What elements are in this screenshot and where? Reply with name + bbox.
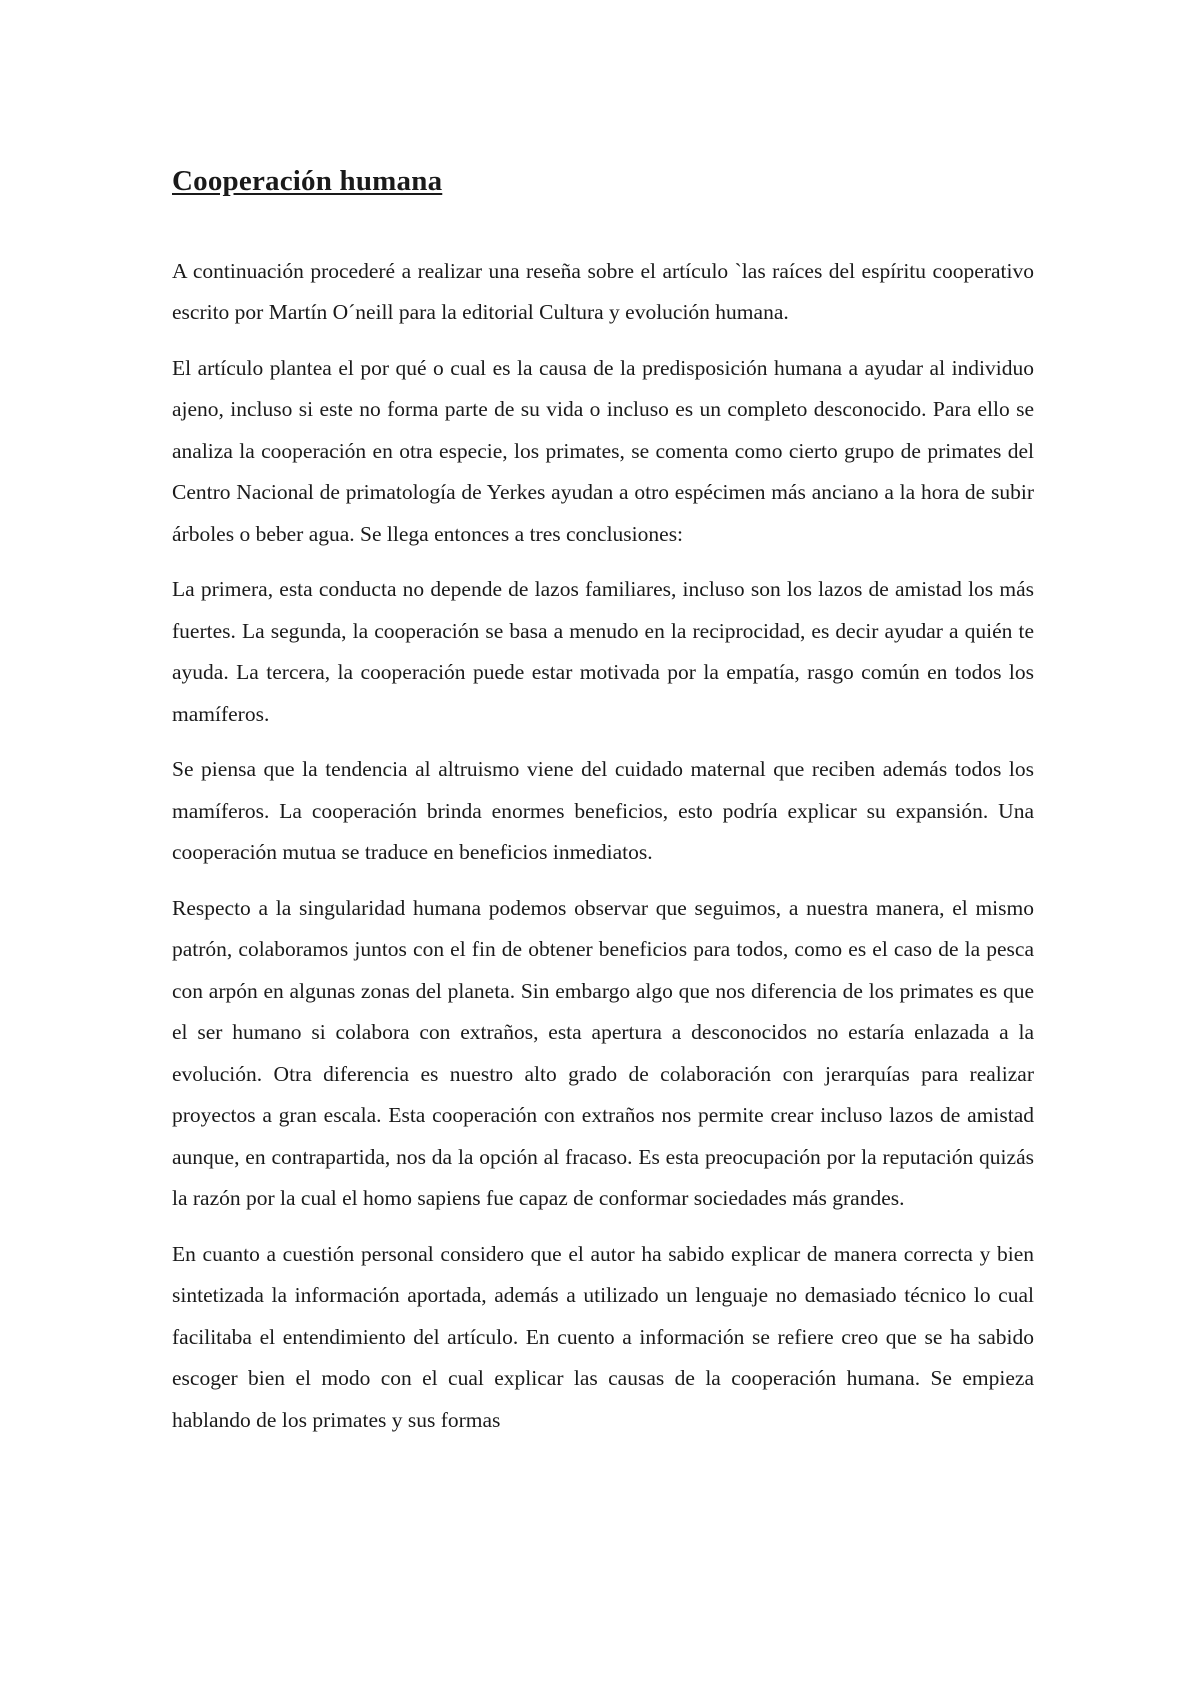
paragraph-altruism: Se piensa que la tendencia al altruismo viene del cuidado maternal que reciben además todos los mamíferos. La cooperación brinda enormes beneficios, esto podría explicar su expansión. Una cooperación mutua se traduce en beneficios inmediatos.: [172, 757, 1034, 865]
paragraph-personal-opinion: En cuanto a cuestión personal considero que el autor ha sabido explicar de manera correcta y bien sintetizada la información aportada, además a utilizado un lenguaje no demasiado técnico lo cual facilitaba el entendimiento del artículo. En cuento a información se refiere creo que se ha sabido escoger bien el modo con el cual explicar las causas de la cooperación humana. Se empieza hablando de los primates y sus formas: [172, 1241, 1034, 1432]
paragraph-conclusions: La primera, esta conducta no depende de lazos familiares, incluso son los lazos de amistad los más fuertes. La segunda, la cooperación se basa a menudo en la reciprocidad, es decir ayudar a quién te ayuda. La tercera, la cooperación puede estar motivada por la empatía, rasgo común en todos los mamíferos.: [172, 577, 1034, 726]
paragraph-article-summary: El artículo plantea el por qué o cual es la causa de la predisposición humana a ayudar al individuo ajeno, incluso si este no forma parte de su vida o incluso es un completo desconocido. Para ello se analiza la cooperación en otra especie, los primates, se comenta como cierto grupo de primates del Centro Nacional de primatología de Yerkes ayudan a otro espécimen más anciano a la hora de subir árboles o beber agua. Se llega entonces a tres conclusiones:: [172, 355, 1034, 546]
paragraph-human-singularity: Respecto a la singularidad humana podemos observar que seguimos, a nuestra manera, el mismo patrón, colaboramos juntos con el fin de obtener beneficios para todos, como es el caso de la pesca con arpón en algunas zonas del planeta. Sin embargo algo que nos diferencia de los primates es que el ser humano si colabora con extraños, esta apertura a desconocidos no estaría enlazada a la evolución. Otra diferencia es nuestro alto grado de colaboración con jerarquías para realizar proyectos a gran escala. Esta cooperación con extraños nos permite crear incluso lazos de amistad aunque, en contrapartida, nos da la opción al fracaso. Es esta preocupación por la reputación quizás la razón por la cual el homo sapiens fue capaz de conformar sociedades más grandes.: [172, 895, 1034, 1211]
document-title: Cooperación humana: [172, 165, 443, 197]
paragraph-intro: A continuación procederé a realizar una reseña sobre el artículo `las raíces del espíritu cooperativo escrito por Martín O´neill para la editorial Cultura y evolución humana.: [172, 258, 1034, 325]
document-body: [172, 164, 1034, 1455]
